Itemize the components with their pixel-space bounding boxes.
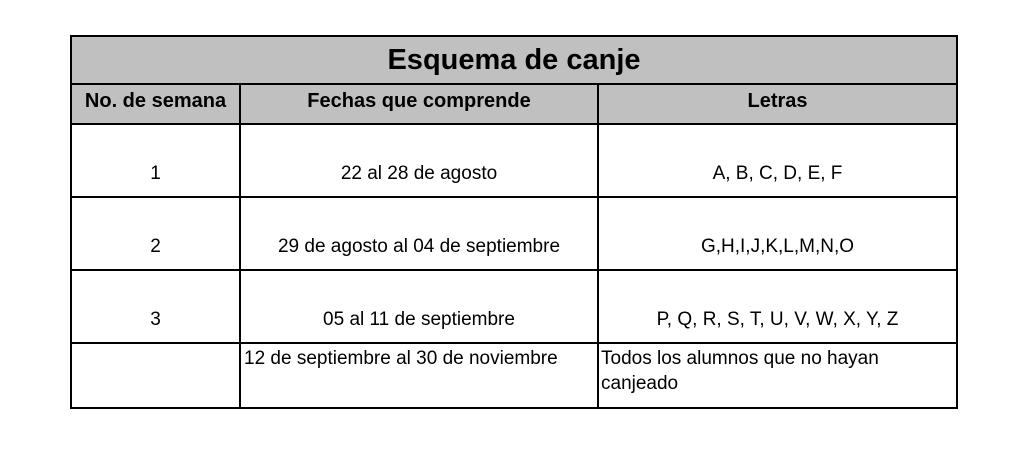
column-header-letters: Letras (599, 85, 956, 125)
letters-cell: A, B, C, D, E, F (599, 125, 956, 198)
column-header-week: No. de semana (72, 85, 241, 125)
table-grid (72, 85, 956, 407)
dates-cell: 05 al 11 de septiembre (241, 271, 599, 344)
week-cell: 1 (72, 125, 241, 198)
week-cell: 2 (72, 198, 241, 271)
exchange-schedule-table (70, 35, 958, 409)
letters-cell: P, Q, R, S, T, U, V, W, X, Y, Z (599, 271, 956, 344)
letters-cell: Todos los alumnos que no hayan canjeado (601, 348, 879, 394)
week-cell: 3 (72, 271, 241, 344)
dates-cell: 12 de septiembre al 30 de noviembre (241, 344, 599, 407)
week-cell (72, 344, 241, 407)
letters-cell: G,H,I,J,K,L,M,N,O (599, 198, 956, 271)
dates-cell: 29 de agosto al 04 de septiembre (241, 198, 599, 271)
column-header-dates: Fechas que comprende (241, 85, 599, 125)
dates-cell: 22 al 28 de agosto (241, 125, 599, 198)
table-title: Esquema de canje (72, 37, 956, 85)
